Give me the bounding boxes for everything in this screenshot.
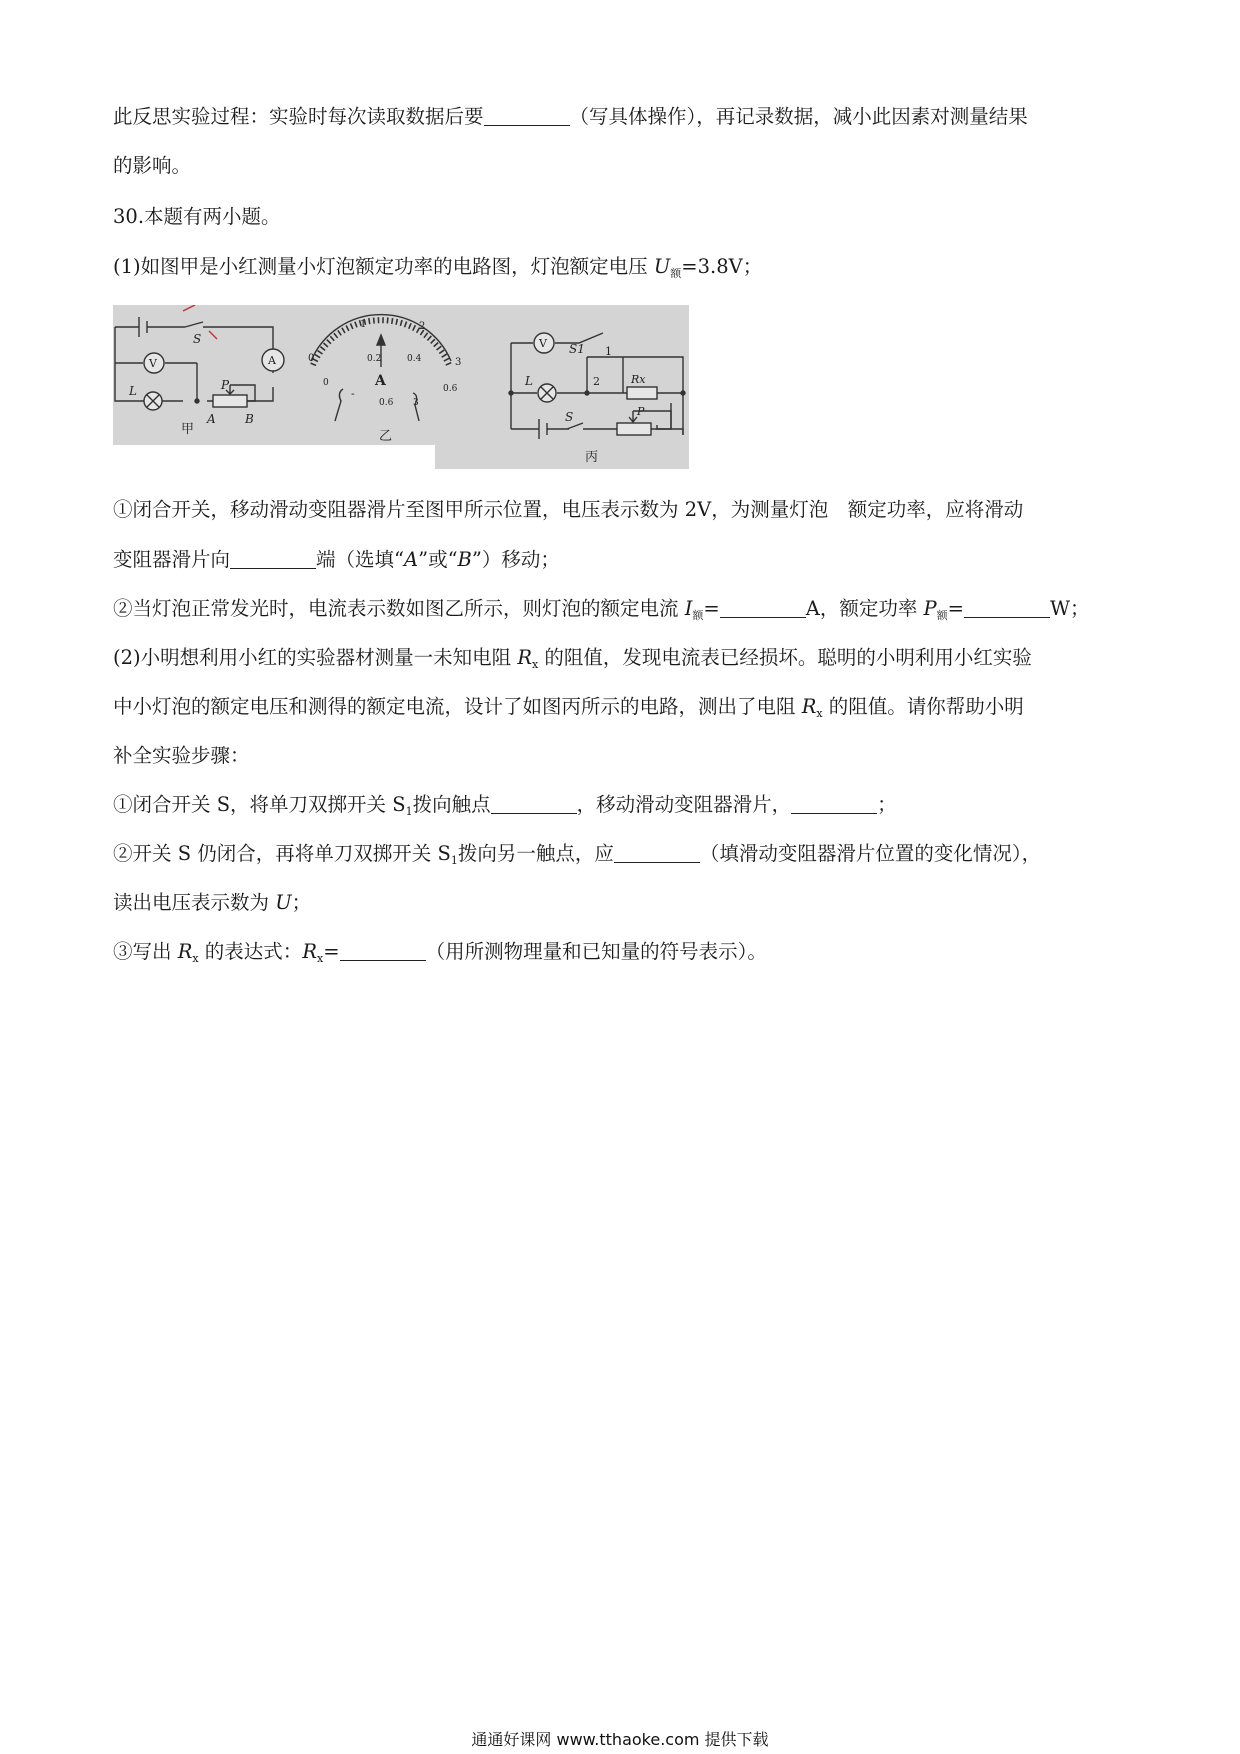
- symbol: R: [517, 646, 533, 669]
- scale-bot-2: 0.4: [407, 354, 422, 364]
- text-line-6: [113, 546, 1133, 574]
- label-2: 2: [593, 375, 600, 388]
- text-seg: 的影响。: [113, 154, 192, 177]
- label-l: L: [129, 384, 137, 398]
- subscript: x: [532, 658, 539, 671]
- text-seg: =: [947, 597, 964, 620]
- symbol: I: [684, 597, 693, 620]
- text-line-14: [113, 938, 1133, 973]
- text-line-2: [113, 152, 1133, 180]
- label-p-bing: P: [637, 405, 645, 418]
- caption-yi: 乙: [379, 429, 393, 444]
- text-seg: 补全实验步骤：: [113, 744, 250, 767]
- text-line-13: [113, 889, 1133, 917]
- subscript: x: [816, 707, 823, 720]
- subscript: 额: [692, 609, 704, 622]
- text-seg: =: [703, 597, 720, 620]
- text-seg: A，额定功率: [805, 597, 924, 620]
- answer-blank: [230, 548, 316, 569]
- label-s1: S1: [569, 342, 585, 356]
- label-s-bing: S: [565, 410, 574, 424]
- text-seg: 30.本题有两小题。: [113, 205, 281, 228]
- answer-blank: [340, 940, 426, 961]
- caption-jia: 甲: [181, 422, 195, 437]
- label-v-bing: V: [539, 337, 547, 350]
- text-seg: 的表达式：: [198, 940, 303, 963]
- circuit-figures: [113, 305, 689, 473]
- text-seg: 此反思实验过程：实验时每次读取数据后要: [113, 105, 484, 128]
- scale-top-2: 2: [419, 321, 426, 332]
- label-end-b: B: [245, 412, 254, 426]
- text-seg: ，移动滑动变阻器滑片，: [576, 793, 792, 816]
- subscript: 1: [450, 854, 458, 867]
- terminal-3: 3: [413, 398, 419, 408]
- unit-a: A: [375, 373, 386, 389]
- subscript: x: [317, 952, 324, 965]
- text-seg: ；: [291, 891, 312, 914]
- text-line-1: [113, 103, 1133, 131]
- text-line-12: [113, 840, 1133, 875]
- text-seg: （填滑动变阻器滑片位置的变化情况），: [699, 842, 1042, 865]
- answer-blank: [720, 597, 806, 618]
- text-seg: 的阻值。请你帮助小明: [822, 695, 1024, 718]
- text-seg: ①闭合开关 S，将单刀双掷开关 S: [113, 793, 406, 816]
- scale-top-1: 1: [360, 319, 367, 330]
- label-l-bing: L: [525, 374, 533, 388]
- text-seg: 中小灯泡的额定电压和测得的额定电流，设计了如图丙所示的电路，测出了电阻: [113, 695, 802, 718]
- symbol: A: [404, 548, 419, 571]
- scale-bot-3: 0.6: [443, 384, 458, 394]
- label-1: 1: [605, 345, 612, 358]
- label-end-a: A: [207, 412, 216, 426]
- scale-bot-0: 0: [323, 378, 329, 388]
- text-line-9: [113, 693, 1133, 728]
- text-seg: ”）移动；: [471, 548, 560, 571]
- symbol: P: [923, 597, 937, 620]
- label-v: V: [149, 357, 157, 370]
- text-seg: (2)小明想利用小红的实验器材测量一未知电阻: [113, 646, 518, 669]
- symbol: R: [302, 940, 317, 963]
- subscript: 额: [670, 267, 682, 280]
- symbol: U: [275, 891, 292, 914]
- question-heading: [113, 203, 1133, 231]
- text-seg: ②当灯泡正常发光时，电流表示数如图乙所示，则灯泡的额定电流: [113, 597, 685, 620]
- text-line-8: [113, 644, 1133, 679]
- text-seg: ③写出: [113, 940, 178, 963]
- symbol: B: [457, 548, 472, 571]
- text-seg: ①闭合开关，移动滑动变阻器滑片至图甲所示位置，电压表示数为 2V，为测量灯泡 额定功率，应将滑动: [113, 498, 1024, 521]
- text-line-5: [113, 496, 1133, 524]
- page-footer: 通通好课网 www.tthaoke.com 提供下载: [471, 1730, 769, 1749]
- text-seg: 的阻值，发现电流表已经损坏。聪明的小明利用小红实验: [538, 646, 1032, 669]
- subscript: 额: [936, 609, 948, 622]
- scale-top-3: 3: [455, 357, 462, 368]
- text-seg: =: [323, 940, 340, 963]
- scale-top-0: 0: [308, 353, 315, 364]
- subscript: x: [192, 952, 199, 965]
- answer-blank: [964, 597, 1050, 618]
- text-seg: (1)如图甲是小红测量小灯泡额定功率的电路图，灯泡额定电压: [113, 255, 654, 278]
- label-p: P: [221, 378, 230, 392]
- label-s: S: [193, 332, 202, 346]
- text-seg: =3.8V；: [681, 255, 763, 278]
- text-line-10: [113, 742, 1133, 770]
- scale-bot-1: 0.2: [367, 354, 382, 364]
- text-seg: 端（选填“: [316, 548, 404, 571]
- symbol: U: [653, 255, 671, 278]
- label-a: A: [268, 354, 276, 367]
- terminal-neg: -: [351, 387, 355, 400]
- text-seg: ②开关 S 仍闭合，再将单刀双掷开关 S: [113, 842, 451, 865]
- text-line-7: [113, 595, 1133, 630]
- text-line-4: [113, 253, 1133, 288]
- symbol: R: [177, 940, 193, 963]
- terminal-06: 0.6: [379, 398, 394, 408]
- symbol: R: [801, 695, 817, 718]
- text-line-11: [113, 791, 1133, 826]
- text-seg: ；: [877, 793, 897, 816]
- text-seg: W；: [1050, 597, 1090, 620]
- text-seg: 变阻器滑片向: [113, 548, 231, 571]
- text-seg: （用所测物理量和已知量的符号表示）。: [425, 940, 767, 963]
- subscript: 1: [405, 805, 413, 818]
- answer-blank: [491, 793, 577, 814]
- text-seg: （写具体操作），再记录数据，减小此因素对测量结果: [569, 105, 1028, 128]
- text-seg: 读出电压表示数为: [113, 891, 276, 914]
- answer-blank: [484, 105, 570, 126]
- text-seg: 拨向触点: [412, 793, 491, 816]
- caption-bing: 丙: [585, 450, 599, 465]
- text-seg: ”或“: [418, 548, 458, 571]
- label-rx: Rx: [631, 373, 646, 386]
- text-seg: 拨向另一触点，应: [457, 842, 614, 865]
- answer-blank: [791, 793, 877, 814]
- answer-blank: [614, 842, 700, 863]
